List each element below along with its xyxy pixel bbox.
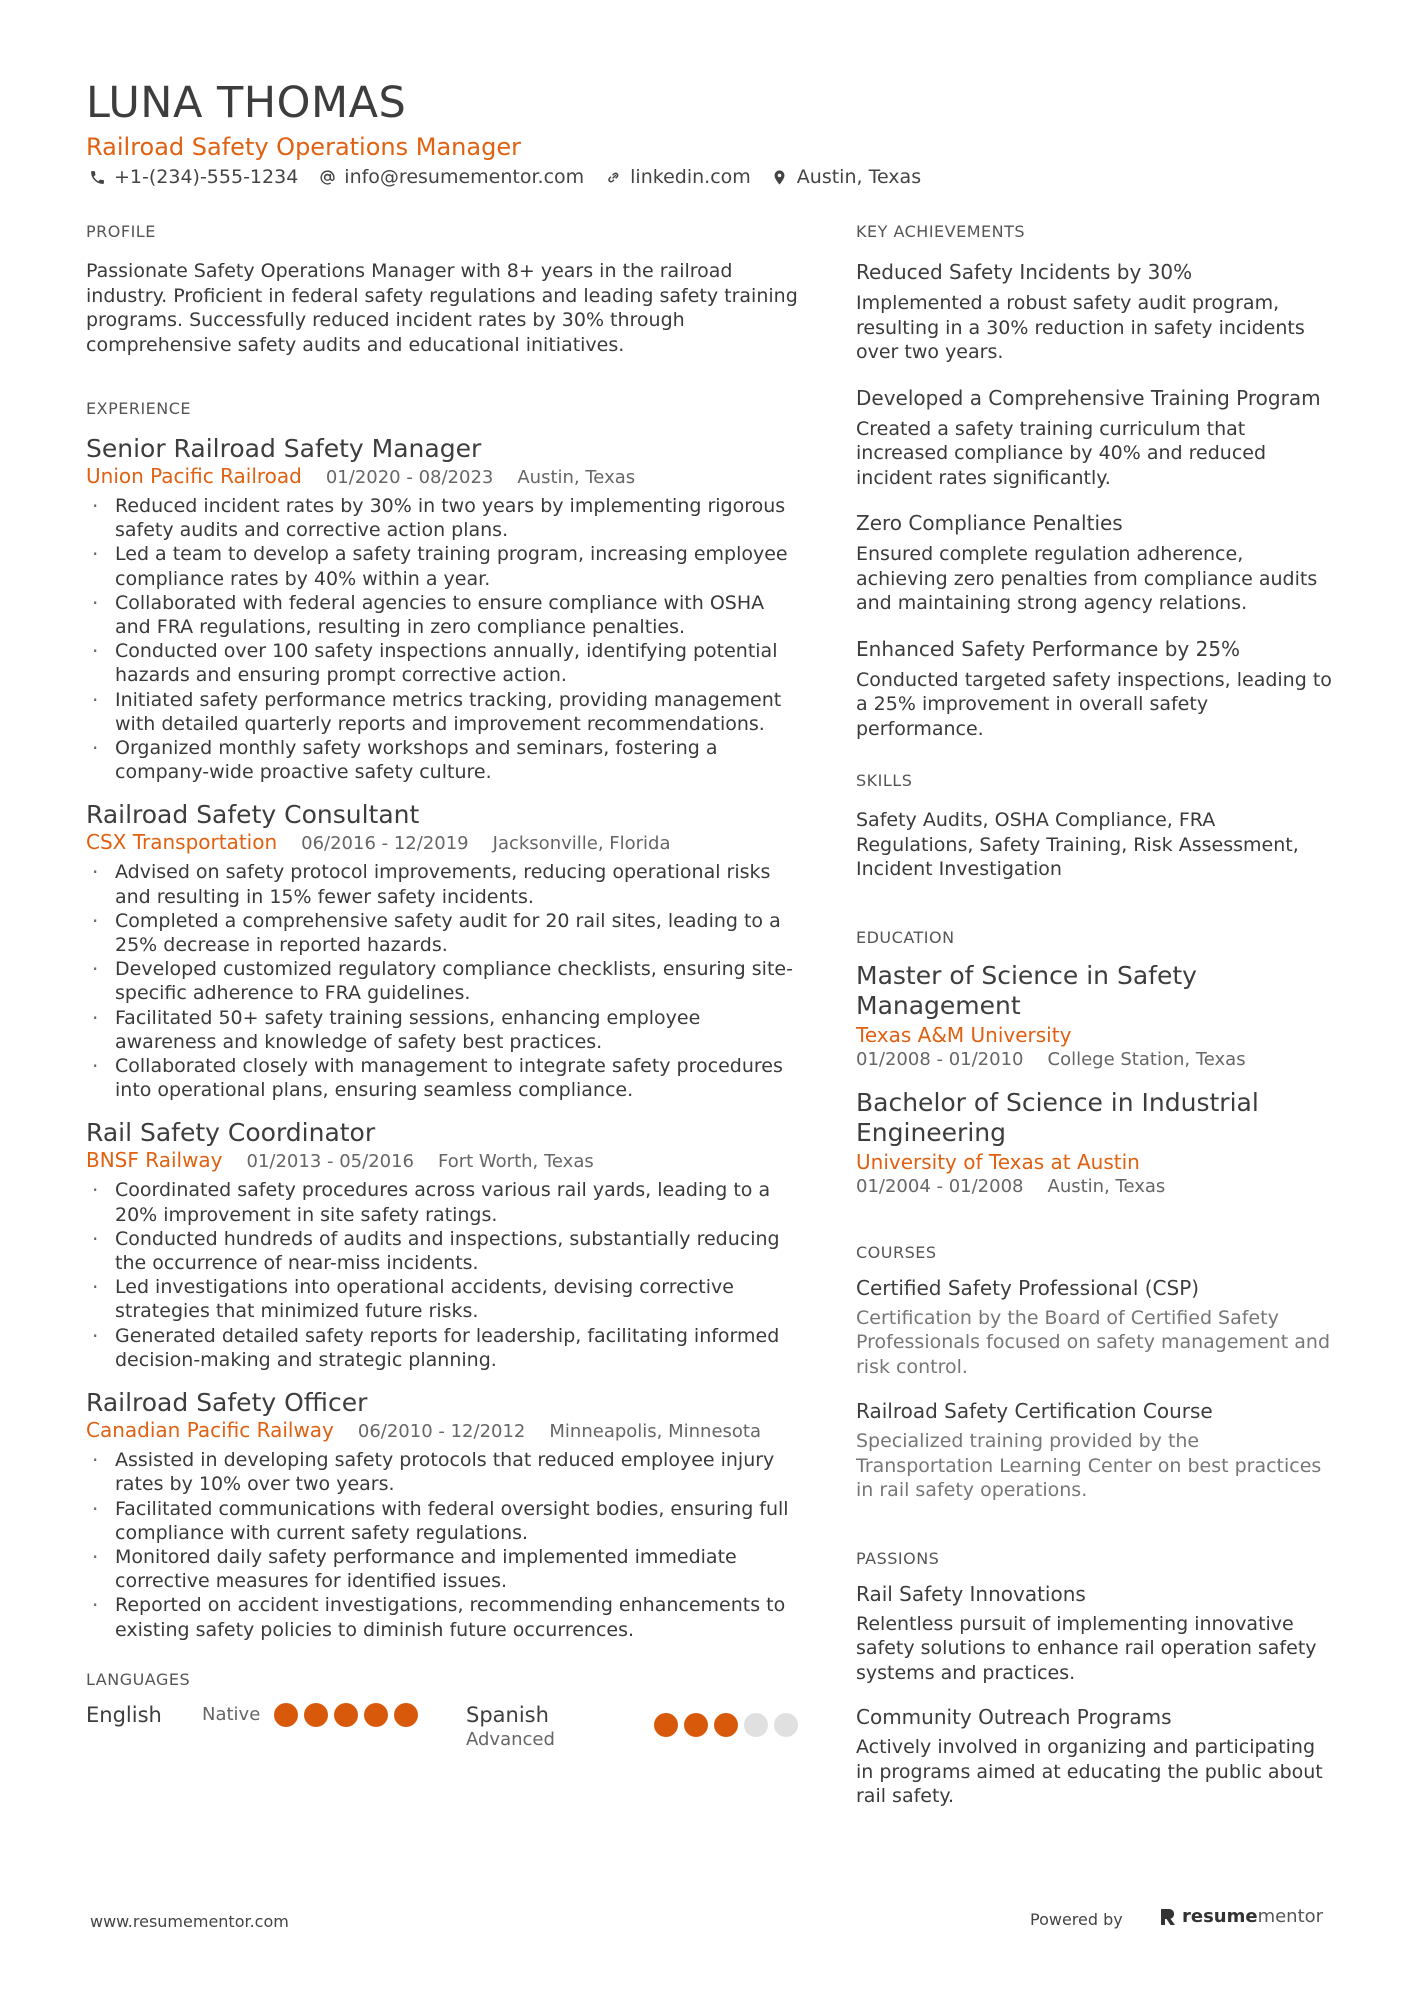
language-rating bbox=[274, 1703, 418, 1727]
at-icon bbox=[316, 166, 338, 188]
rating-dot-filled bbox=[684, 1713, 708, 1737]
language-item bbox=[466, 1703, 798, 1750]
contact-phone[interactable] bbox=[86, 165, 298, 189]
job-entry bbox=[86, 1118, 801, 1372]
job-bullets bbox=[86, 860, 801, 1102]
achievement-title: Developed a Comprehensive Training Program bbox=[856, 385, 1321, 410]
job-bullet: · Facilitated 50+ safety training sessions, enhancing employee awareness and knowledge of safety best practices. bbox=[86, 1006, 801, 1054]
rating-dot-filled bbox=[364, 1703, 388, 1727]
contact-linkedin-text: linkedin.com bbox=[630, 166, 751, 188]
language-name: English bbox=[86, 1702, 162, 1727]
job-bullet: · Initiated safety performance metrics tracking, providing management with detailed quarterly reports and improvement recommendations. bbox=[86, 688, 801, 736]
course-item bbox=[856, 1276, 1336, 1380]
job-bullet: · Conducted over 100 safety inspections annually, identifying potential hazards and ensuring prompt corrective action. bbox=[86, 639, 801, 687]
job-title-headline: Railroad Safety Operations Manager bbox=[86, 133, 521, 161]
footer-logo-rest: mentor bbox=[1257, 1906, 1324, 1927]
job-company: BNSF Railway bbox=[86, 1148, 223, 1173]
job-title: Railroad Safety Officer bbox=[86, 1388, 368, 1418]
education-heading: EDUCATION bbox=[856, 927, 955, 947]
achievement-desc: Ensured complete regulation adherence, achieving zero penalties from compliance audits and maintaining strong agency relations. bbox=[856, 543, 1318, 614]
languages-row bbox=[86, 1703, 801, 1750]
location-pin-icon bbox=[769, 166, 791, 188]
language-text bbox=[466, 1703, 654, 1750]
job-meta bbox=[86, 1418, 801, 1444]
education-meta bbox=[856, 1176, 1336, 1197]
job-meta bbox=[86, 830, 801, 856]
contact-location-text: Austin, Texas bbox=[796, 166, 922, 188]
passion-title: Community Outreach Programs bbox=[856, 1705, 1172, 1729]
education-school: Texas A&M University bbox=[856, 1022, 1072, 1047]
contact-phone-text: +1-(234)-555-1234 bbox=[114, 166, 299, 188]
course-title: Railroad Safety Certification Course bbox=[856, 1399, 1213, 1423]
passion-title: Rail Safety Innovations bbox=[856, 1581, 1086, 1606]
course-desc: Specialized training provided by the Transportation Learning Center on best practices in rail safety operations. bbox=[856, 1430, 1322, 1501]
job-dates: 01/2013 - 05/2016 bbox=[246, 1151, 415, 1173]
achievements-heading: KEY ACHIEVEMENTS bbox=[856, 222, 1026, 241]
rating-dot-filled bbox=[654, 1713, 678, 1737]
job-location: Jacksonville, Florida bbox=[492, 833, 671, 855]
rating-dot-filled bbox=[714, 1713, 738, 1737]
job-bullet: · Collaborated closely with management to integrate safety procedures into operational plans, ensuring seamless compliance. bbox=[86, 1054, 801, 1102]
job-bullet: · Led a team to develop a safety training program, increasing employee compliance rates by 40% within a year. bbox=[86, 542, 801, 590]
rating-dot-filled bbox=[304, 1703, 328, 1727]
contact-bar bbox=[86, 165, 939, 189]
job-bullet: · Completed a comprehensive safety audit for 20 rail sites, leading to a 25% decrease in reported hazards. bbox=[86, 909, 801, 957]
job-location: Fort Worth, Texas bbox=[438, 1151, 594, 1173]
job-bullet: · Organized monthly safety workshops and seminars, fostering a company-wide proactive safety culture. bbox=[86, 736, 801, 784]
job-bullets bbox=[86, 494, 801, 784]
achievement-desc: Created a safety training curriculum that increased compliance by 40% and reduced incident rates significantly. bbox=[856, 417, 1267, 489]
achievement-item bbox=[856, 259, 1336, 365]
education-degree: Bachelor of Science in Industrial Engineering bbox=[856, 1087, 1259, 1147]
experience-heading: EXPERIENCE bbox=[86, 399, 192, 418]
footer-website-link[interactable]: www.resumementor.com bbox=[90, 1912, 289, 1931]
job-bullet: · Facilitated communications with federal oversight bodies, ensuring full compliance with current safety regulations. bbox=[86, 1497, 801, 1545]
job-location: Austin, Texas bbox=[517, 467, 636, 488]
job-entry bbox=[86, 800, 801, 1102]
job-title: Rail Safety Coordinator bbox=[86, 1118, 376, 1148]
job-bullet: · Coordinated safety procedures across various rail yards, leading to a 20% improvement in site safety ratings. bbox=[86, 1178, 801, 1226]
job-title: Railroad Safety Consultant bbox=[86, 800, 420, 830]
education-school: University of Texas at Austin bbox=[856, 1149, 1140, 1174]
achievement-desc: Conducted targeted safety inspections, leading to a 25% improvement in overall safety performance. bbox=[856, 668, 1332, 740]
rating-dot-filled bbox=[274, 1703, 298, 1727]
passions-heading: PASSIONS bbox=[856, 1548, 940, 1568]
footer-logo-bold: resume bbox=[1182, 1906, 1258, 1927]
profile-text: Passionate Safety Operations Manager with 8+ years in the railroad industry. Proficient in federal safety regulations and leading safety training programs. Successfully reduced incident rates by 30% through comprehensive safety audits and educational initiatives. bbox=[86, 260, 798, 356]
job-meta bbox=[86, 464, 801, 490]
rating-dot-filled bbox=[334, 1703, 358, 1727]
rating-dot-filled bbox=[394, 1703, 418, 1727]
contact-email[interactable] bbox=[316, 165, 584, 189]
job-bullet: · Monitored daily safety performance and implemented immediate corrective measures for identified issues. bbox=[86, 1545, 801, 1593]
education-item bbox=[856, 961, 1336, 1070]
phone-icon bbox=[86, 166, 108, 188]
skills-heading: SKILLS bbox=[856, 771, 913, 790]
job-bullet: · Advised on safety protocol improvements, reducing operational risks and resulting in 15% fewer safety incidents. bbox=[86, 860, 801, 908]
achievements-list bbox=[856, 259, 1336, 741]
course-item bbox=[856, 1399, 1336, 1503]
contact-location bbox=[769, 165, 921, 189]
job-meta bbox=[86, 1148, 801, 1174]
passion-item bbox=[856, 1705, 1336, 1809]
courses-heading: COURSES bbox=[856, 1242, 937, 1262]
contact-linkedin[interactable] bbox=[602, 165, 751, 189]
job-bullet: · Generated detailed safety reports for leadership, facilitating informed decision-making and strategic planning. bbox=[86, 1324, 801, 1372]
job-bullet: · Led investigations into operational accidents, devising corrective strategies that minimized future risks. bbox=[86, 1275, 801, 1323]
profile-heading: PROFILE bbox=[86, 222, 156, 241]
education-dates: 01/2004 - 01/2008 bbox=[856, 1175, 1024, 1197]
language-item bbox=[86, 1703, 466, 1727]
achievement-item bbox=[856, 636, 1336, 742]
achievement-item bbox=[856, 385, 1336, 491]
job-dates: 06/2010 - 12/2012 bbox=[357, 1421, 526, 1443]
footer-logo[interactable] bbox=[1160, 1906, 1323, 1927]
language-level: Native bbox=[202, 1704, 261, 1726]
link-icon bbox=[602, 166, 624, 188]
language-level: Advanced bbox=[466, 1728, 555, 1750]
skills-text: Safety Audits, OSHA Compliance, FRA Regulations, Safety Training, Risk Assessment, Incident Investigation bbox=[856, 809, 1299, 880]
contact-email-text: info@resumementor.com bbox=[344, 166, 585, 188]
language-name: Spanish bbox=[466, 1702, 549, 1727]
achievement-desc: Implemented a robust safety audit program, resulting in a 30% reduction in safety incidents over two years. bbox=[856, 292, 1305, 363]
job-location: Minneapolis, Minnesota bbox=[549, 1421, 762, 1443]
education-location: College Station, Texas bbox=[1047, 1048, 1246, 1070]
education-item bbox=[856, 1088, 1336, 1197]
footer-powered-by: Powered by bbox=[1030, 1910, 1123, 1929]
job-bullets bbox=[86, 1448, 801, 1642]
education-dates: 01/2008 - 01/2010 bbox=[856, 1048, 1024, 1070]
job-bullets bbox=[86, 1178, 801, 1372]
candidate-name: LUNA THOMAS bbox=[86, 78, 407, 128]
job-entry bbox=[86, 1388, 801, 1642]
job-entry bbox=[86, 434, 801, 784]
course-desc: Certification by the Board of Certified Safety Professionals focused on safety management and risk control. bbox=[856, 1306, 1331, 1378]
job-bullet: · Developed customized regulatory compliance checklists, ensuring site-specific adherence to FRA guidelines. bbox=[86, 957, 801, 1005]
right-column bbox=[856, 222, 1336, 1809]
languages-heading: LANGUAGES bbox=[86, 1669, 191, 1689]
achievement-title: Enhanced Safety Performance by 25% bbox=[856, 636, 1241, 661]
resumementor-logo-icon bbox=[1160, 1908, 1176, 1926]
rating-dot-empty bbox=[774, 1713, 798, 1737]
job-bullet: · Collaborated with federal agencies to ensure compliance with OSHA and FRA regulations, resulting in zero compliance penalties. bbox=[86, 591, 801, 639]
passion-desc: Actively involved in organizing and participating in programs aimed at educating the public about rail safety. bbox=[856, 1736, 1323, 1807]
job-title: Senior Railroad Safety Manager bbox=[86, 434, 482, 463]
left-column bbox=[86, 222, 801, 1750]
job-bullet: · Assisted in developing safety protocols that reduced employee injury rates by 10% over two years. bbox=[86, 1448, 801, 1496]
job-company: Canadian Pacific Railway bbox=[86, 1418, 334, 1443]
language-rating bbox=[654, 1713, 798, 1737]
achievement-title: Zero Compliance Penalties bbox=[856, 511, 1123, 535]
passion-desc: Relentless pursuit of implementing innovative safety solutions to enhance rail operation safety systems and practices. bbox=[856, 1612, 1317, 1684]
education-location: Austin, Texas bbox=[1047, 1175, 1166, 1197]
job-bullet: · Reported on accident investigations, recommending enhancements to existing safety policies to diminish future occurrences. bbox=[86, 1593, 801, 1641]
job-company: CSX Transportation bbox=[86, 830, 278, 855]
rating-dot-empty bbox=[744, 1713, 768, 1737]
education-meta bbox=[856, 1049, 1336, 1070]
job-dates: 06/2016 - 12/2019 bbox=[301, 833, 469, 855]
achievement-title: Reduced Safety Incidents by 30% bbox=[856, 260, 1193, 284]
course-title: Certified Safety Professional (CSP) bbox=[856, 1275, 1200, 1300]
passion-item bbox=[856, 1582, 1336, 1686]
job-dates: 01/2020 - 08/2023 bbox=[325, 467, 494, 488]
job-bullet: · Conducted hundreds of audits and inspections, substantially reducing the occurrence of near-miss incidents. bbox=[86, 1227, 801, 1275]
job-bullet: · Reduced incident rates by 30% in two years by implementing rigorous safety audits and corrective action plans. bbox=[86, 494, 801, 542]
job-company: Union Pacific Railroad bbox=[86, 464, 302, 488]
education-degree: Master of Science in Safety Management bbox=[856, 960, 1197, 1020]
achievement-item bbox=[856, 510, 1336, 616]
